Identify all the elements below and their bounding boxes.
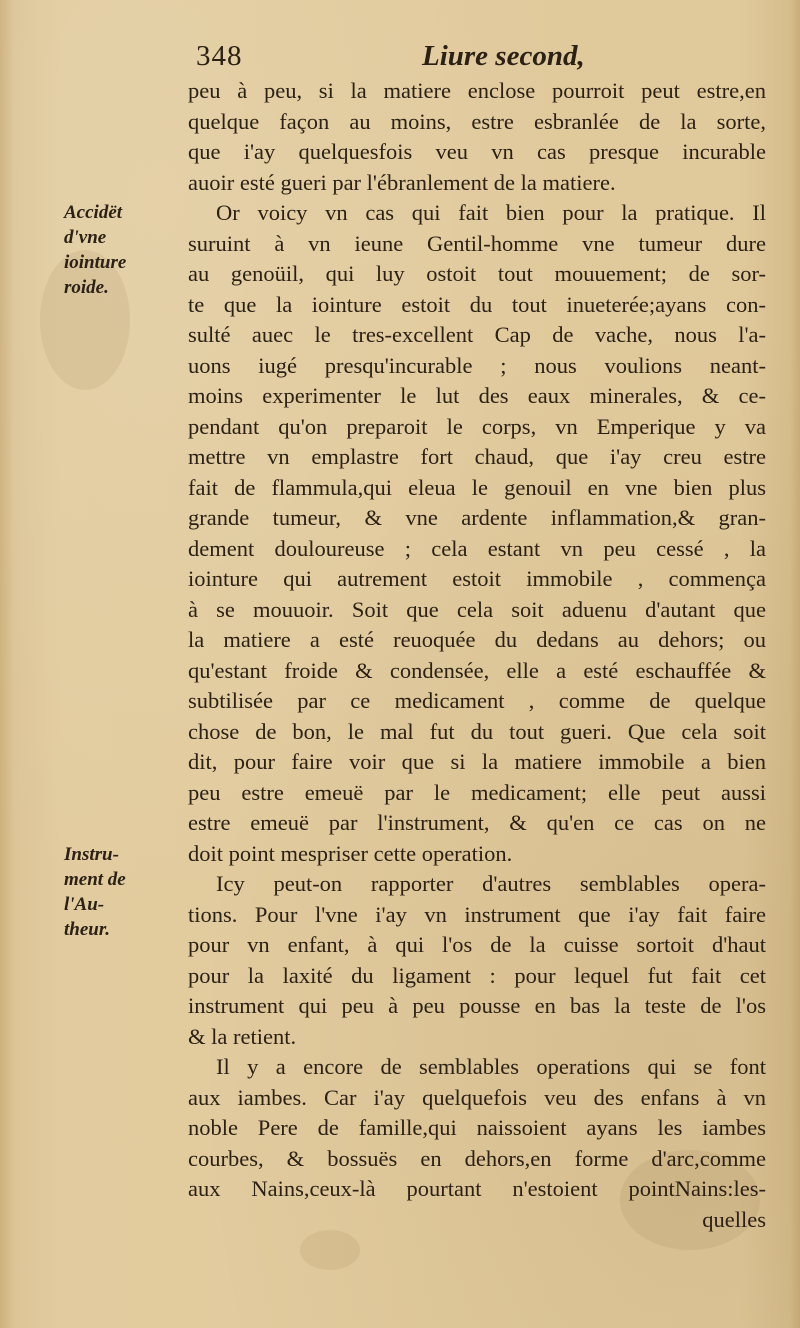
text-line: & la retient.	[188, 1023, 297, 1049]
margin-note-line: roide.	[64, 277, 109, 298]
margin-note-line: ment de	[64, 869, 126, 890]
text-line: Il y a encore de semblables operations qui se font	[216, 1054, 766, 1079]
text-line: la matiere a esté reuoquée du dedans au dehors; ou	[188, 627, 766, 652]
text-line: peu à peu, si la matiere enclose pourroit peut estre,en	[188, 78, 766, 103]
text-line: instrument qui peu à peu pousse en bas la teste de l'os	[188, 993, 766, 1018]
margin-note-line: theur.	[64, 919, 110, 940]
text-line: te que la iointure estoit du tout inueterée;ayans con-	[188, 291, 766, 317]
text-line: quelque façon au moins, estre esbranlée de la sorte,	[188, 108, 766, 134]
text-line: quelles	[702, 1206, 766, 1232]
text-line: pour vn enfant, à qui l'os de la cuisse sortoit d'haut	[188, 932, 766, 957]
text-line: pour la laxité du ligament : pour lequel fut fait cet	[188, 962, 766, 988]
text-line: sulté auec le tres-excellent Cap de vache, nous l'a-	[188, 322, 766, 347]
text-line: subtilisée par ce medicament , comme de quelque	[188, 688, 766, 713]
margin-note-line: Accidët	[64, 202, 123, 223]
text-line: tions. Pour l'vne i'ay vn instrument que i'ay fait faire	[188, 901, 766, 927]
running-title: Liure second,	[422, 40, 585, 72]
text-line: estre emeuë par l'instrument, & qu'en ce cas on ne	[188, 810, 766, 835]
text-line: Icy peut-on rapporter d'autres semblables opera-	[216, 871, 766, 896]
text-line: noble Pere de famille,qui naissoient ayans les iambes	[188, 1115, 766, 1140]
text-line: courbes, & bossuës en dehors,en forme d'arc,comme	[188, 1145, 766, 1171]
text-line: pendant qu'on preparoit le corps, vn Emperique y va	[188, 413, 766, 439]
text-line: suruint à vn ieune Gentil-homme vne tumeur dure	[188, 230, 766, 256]
page-number: 348	[196, 40, 243, 72]
text-line: aux iambes. Car i'ay quelquefois veu des enfans à vn	[188, 1084, 766, 1110]
text-line: doit point mespriser cette operation.	[188, 840, 513, 866]
text-line: iointure qui autrement estoit immobile , commença	[188, 566, 766, 591]
text-line: auoir esté gueri par l'ébranlement de la matiere.	[188, 169, 616, 195]
margin-note-accident	[64, 200, 182, 300]
text-line: dit, pour faire voir que si la matiere immobile a bien	[188, 749, 766, 774]
margin-note-line: iointure	[64, 252, 127, 273]
text-line: mettre vn emplastre fort chaud, que i'ay creu estre	[188, 444, 766, 469]
text-line: uons iugé presqu'incurable ; nous voulions neant-	[188, 352, 766, 378]
text-line: Or voicy vn cas qui fait bien pour la pratique. Il	[216, 200, 766, 225]
text-line: grande tumeur, & vne ardente inflammation,& gran-	[188, 505, 766, 530]
paper-stain	[300, 1230, 360, 1270]
text-line: au genoüil, qui luy ostoit tout mouuement; de sor-	[188, 261, 766, 286]
text-line: à se mouuoir. Soit que cela soit aduenu d'autant que	[188, 596, 766, 622]
text-line: qu'estant froide & condensée, elle a esté eschauffée &	[188, 657, 766, 683]
text-line: aux Nains,ceux-là pourtant n'estoient pointNains:les-	[188, 1176, 766, 1201]
text-line: moins experimenter le lut des eaux minerales, & ce-	[188, 383, 766, 408]
margin-note-line: d'vne	[64, 227, 107, 248]
margin-note-instrument	[64, 842, 182, 942]
body-text	[188, 76, 766, 1235]
text-line: fait de flammula,qui eleua le genouil en vne bien plus	[188, 474, 766, 500]
text-line: chose de bon, le mal fut du tout gueri. Que cela soit	[188, 718, 766, 744]
text-line: peu estre emeuë par le medicament; elle peut aussi	[188, 779, 766, 805]
margin-note-line: Instru-	[64, 844, 119, 865]
text-line: que i'ay quelquesfois veu vn cas presque incurable	[188, 139, 766, 164]
text-line: dement douloureuse ; cela estant vn peu cessé , la	[188, 535, 766, 561]
margin-note-line: l'Au-	[64, 894, 105, 915]
